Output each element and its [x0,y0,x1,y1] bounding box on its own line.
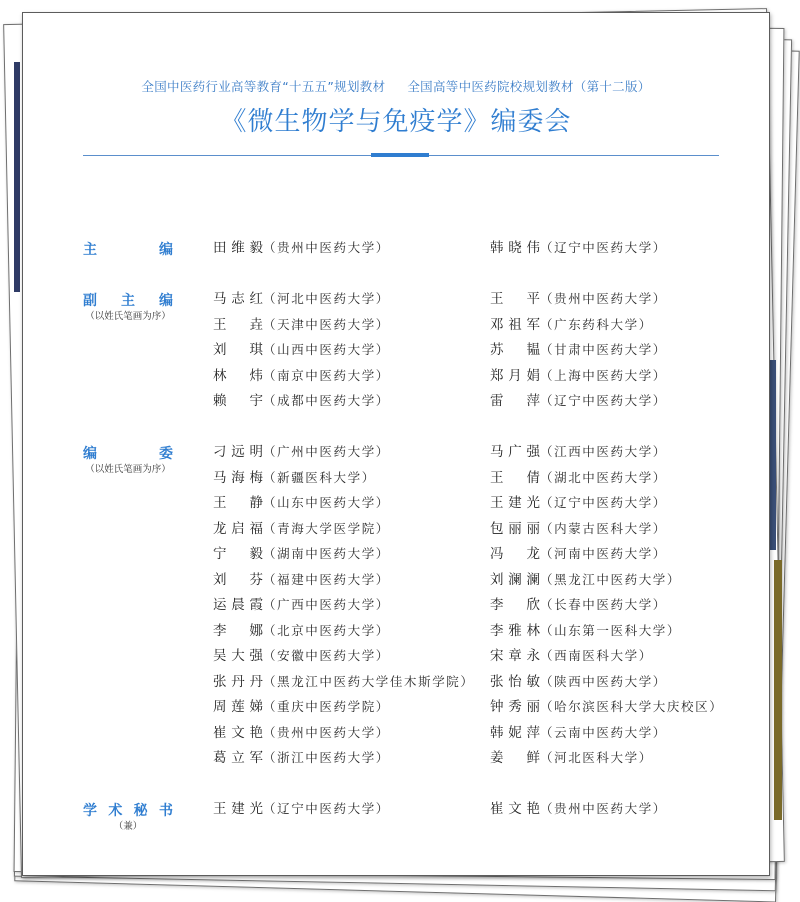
member-affiliation: （哈尔滨医科大学大庆校区） [540,699,724,714]
member-affiliation: （黑龙江中医药大学佳木斯学院） [263,673,475,689]
member-name: 林 炜 [213,367,263,384]
document-page [22,12,770,876]
member-name: 王 垚 [213,316,263,333]
page-title: 《微生物学与免疫学》编委会 [220,107,572,137]
member-name: 李雅林 [490,622,540,639]
member-name: 李 娜 [213,622,263,639]
member-affiliation: （贵州中医药大学） [263,240,390,255]
member-affiliation: （广州中医药大学） [263,444,390,459]
sheet-edge-strip [774,560,782,820]
member-affiliation: （内蒙古医科大学） [540,520,667,536]
member-affiliation: （湖北中医药大学） [540,469,667,485]
member-entry [490,443,667,461]
member-name: 刘 芬 [213,571,263,588]
member-affiliation: （新疆医科大学） [263,469,376,485]
member-affiliation: （江西中医药大学） [540,444,667,459]
member-entry [490,469,667,487]
member-name: 崔文艳 [213,724,263,741]
member-affiliation: （贵州中医药大学） [263,724,390,740]
member-affiliation: （河北医科大学） [540,750,653,765]
series-left: 全国中医药行业高等教育“十五五”规划教材 [141,79,386,94]
member-name: 运晨霞 [213,597,263,613]
member-name: 宁 毅 [213,546,263,562]
member-affiliation: （南京中医药大学） [263,367,390,383]
member-entry [490,341,667,359]
member-entry [490,647,653,665]
member-affiliation: （甘肃中医药大学） [540,342,667,357]
member-name: 刘澜澜 [490,571,540,588]
member-entry [213,571,390,589]
member-name: 邓祖军 [490,316,540,333]
member-affiliation: （浙江中医药大学） [263,750,390,765]
member-name: 王 倩 [490,469,540,486]
section-label-editors: 编 委 [83,446,173,462]
member-affiliation: （重庆中医药学院） [263,699,390,714]
member-name: 吴大强 [213,648,263,664]
member-entry [213,749,390,767]
member-affiliation: （湖南中医药大学） [263,546,390,561]
member-affiliation: （山东中医药大学） [263,495,390,510]
member-affiliation: （河北中医药大学） [263,291,390,306]
member-entry [213,622,390,640]
section-label-secretary: 学术秘书 [83,803,173,819]
member-name: 苏 韫 [490,342,540,358]
member-entry [490,239,667,257]
member-entry [213,341,390,359]
member-affiliation: （上海中医药大学） [540,367,667,383]
member-affiliation: （辽宁中医药大学） [540,240,667,255]
member-entry [490,724,667,742]
section-note: （兼） [113,821,143,832]
member-entry [213,545,390,563]
member-name: 李 欣 [490,597,540,613]
member-affiliation: （西南医科大学） [540,648,653,663]
series-right: 全国高等中医药院校规划教材（第十二版） [407,79,651,94]
member-name: 刁远明 [213,444,263,460]
member-name: 马志红 [213,291,263,307]
member-entry [213,316,390,334]
member-affiliation: （辽宁中医药大学） [540,393,667,408]
member-affiliation: （山西中医药大学） [263,342,390,357]
member-affiliation: （辽宁中医药大学） [263,801,390,816]
series-line [23,77,769,95]
member-entry [490,392,667,410]
member-name: 郑月娟 [490,367,540,384]
member-affiliation: （陕西中医药大学） [540,673,667,689]
member-affiliation: （福建中医药大学） [263,571,390,587]
section-label-deputy-editor: 副主编 [83,293,173,309]
member-entry [213,494,390,512]
member-entry [490,800,667,818]
member-entry [213,443,390,461]
member-entry [490,545,667,563]
member-entry [490,749,653,767]
member-affiliation: （北京中医药大学） [263,622,390,638]
member-entry [490,622,681,640]
member-entry [213,469,376,487]
member-name: 田维毅 [213,240,263,256]
member-entry [490,673,667,691]
section-label-chief-editor: 主 编 [83,242,173,258]
member-affiliation: （贵州中医药大学） [540,801,667,816]
member-name: 韩妮萍 [490,724,540,741]
member-name: 龙启福 [213,520,263,537]
member-name: 雷 萍 [490,393,540,409]
member-entry [213,698,390,716]
member-name: 赖 宇 [213,393,263,409]
member-name: 姜 鲜 [490,750,540,766]
member-affiliation: （广西中医药大学） [263,597,390,612]
member-entry [213,367,390,385]
member-name: 包丽丽 [490,520,540,537]
member-affiliation: （河南中医药大学） [540,546,667,561]
member-name: 冯 龙 [490,546,540,562]
member-name: 宋章永 [490,648,540,664]
sheet-edge-strip [770,360,776,550]
member-entry [490,596,667,614]
member-name: 马广强 [490,444,540,460]
section-note: （以姓氏笔画为序） [85,464,171,475]
member-entry [213,520,390,538]
member-entry [213,239,390,257]
member-affiliation: （辽宁中医药大学） [540,495,667,510]
member-entry [490,290,667,308]
member-name: 张怡敏 [490,673,540,690]
member-entry [490,316,653,334]
member-name: 王 平 [490,291,540,307]
member-entry [213,647,390,665]
section-note: （以姓氏笔画为序） [85,311,171,322]
member-entry [213,800,390,818]
member-entry [213,392,390,410]
member-entry [213,596,390,614]
member-affiliation: （长春中医药大学） [540,597,667,612]
member-entry [213,724,390,742]
member-name: 崔文艳 [490,801,540,817]
member-name: 周莲娣 [213,699,263,715]
member-affiliation: （青海大学医学院） [263,520,390,536]
member-entry [490,698,723,716]
member-name: 钟秀丽 [490,699,540,715]
title-divider-accent [371,153,429,157]
member-affiliation: （安徽中医药大学） [263,648,390,663]
sheet-edge-strip [14,62,20,292]
member-name: 王建光 [490,495,540,511]
member-affiliation: （天津中医药大学） [263,316,390,332]
member-entry [490,367,667,385]
member-entry [490,494,667,512]
member-affiliation: （黑龙江中医药大学） [540,571,682,587]
member-name: 韩晓伟 [490,240,540,256]
member-affiliation: （广东药科大学） [540,316,653,332]
member-affiliation: （贵州中医药大学） [540,291,667,306]
member-affiliation: （山东第一医科大学） [540,622,682,638]
member-affiliation: （成都中医药大学） [263,393,390,408]
member-name: 马海梅 [213,469,263,486]
member-name: 刘 琪 [213,342,263,358]
member-entry [490,520,667,538]
member-entry [213,673,475,691]
member-entry [213,290,390,308]
member-name: 王建光 [213,801,263,817]
member-affiliation: （云南中医药大学） [540,724,667,740]
member-name: 张丹丹 [213,673,263,690]
member-entry [490,571,681,589]
member-name: 王 静 [213,495,263,511]
member-name: 葛立军 [213,750,263,766]
